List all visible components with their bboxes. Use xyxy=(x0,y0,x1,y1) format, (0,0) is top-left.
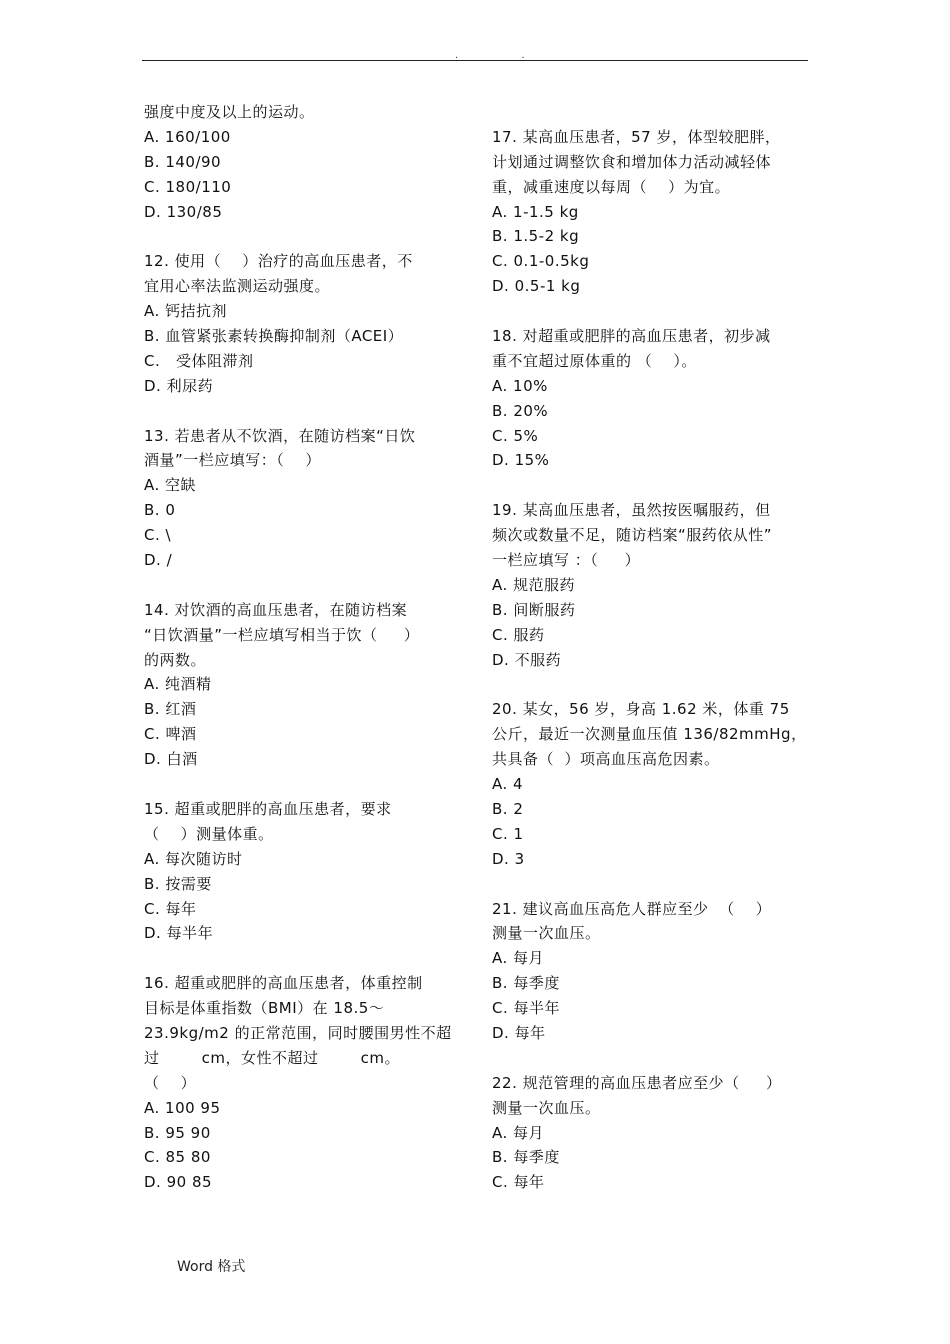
question-line: 测量一次血压。 xyxy=(492,924,601,943)
question-line: 21. 建议高血压高危人群应至少 （ ） xyxy=(492,899,772,918)
option-line: B. 每季度 xyxy=(492,974,560,993)
option-line: B. 20% xyxy=(492,401,549,420)
question-line: 15. 超重或肥胖的高血压患者，要求 xyxy=(144,799,392,818)
question-line: 重，减重速度以每周（ ）为宜。 xyxy=(492,177,731,196)
option-line: B. 95 90 xyxy=(144,1123,211,1142)
option-line: A. 10% xyxy=(492,376,548,395)
option-line: B. 间断服药 xyxy=(492,600,576,619)
question-line: 18. 对超重或肥胖的高血压患者，初步减 xyxy=(492,327,771,346)
option-line: A. 100 95 xyxy=(144,1098,221,1117)
question-line: 测量一次血压。 xyxy=(492,1098,601,1117)
question-line: 17. 某高血压患者，57 岁，体型较肥胖， xyxy=(492,127,781,146)
header-dots: . . xyxy=(455,50,555,61)
spacer xyxy=(492,473,817,498)
option-line: C. \ xyxy=(144,526,172,545)
option-line: D. 90 85 xyxy=(144,1173,213,1192)
option-line: D. 利尿药 xyxy=(144,376,214,395)
spacer xyxy=(492,299,817,324)
left-column xyxy=(144,100,469,1195)
option-line: A. 空缺 xyxy=(144,476,197,495)
option-line: A. 1-1.5 kg xyxy=(492,202,579,221)
option-line: A. 每月 xyxy=(492,949,545,968)
option-line: A. 每次随访时 xyxy=(144,849,243,868)
question-line: （ ） xyxy=(144,1073,197,1092)
spacer xyxy=(492,1046,817,1071)
option-line: A. 160/100 xyxy=(144,127,231,146)
option-line: C. 啤酒 xyxy=(144,725,197,744)
option-line: C. 每半年 xyxy=(492,999,561,1018)
option-line: B. 0 xyxy=(144,501,176,520)
question-line: 计划通过调整饮食和增加体力活动减轻体 xyxy=(492,152,772,171)
question-line: 19. 某高血压患者，虽然按医嘱服药，但 xyxy=(492,501,771,520)
option-line: A. 4 xyxy=(492,775,524,794)
option-line: B. 血管紧张素转换酶抑制剂（ACEI） xyxy=(144,327,404,346)
question-line: 重不宜超过原体重的 （ ）。 xyxy=(492,351,697,370)
option-line: C. 85 80 xyxy=(144,1148,211,1167)
question-line: 宜用心率法监测运动强度。 xyxy=(144,277,331,296)
option-line: B. 红酒 xyxy=(144,700,197,719)
spacer xyxy=(144,946,469,971)
option-line: C. 0.1-0.5kg xyxy=(492,252,590,271)
option-line: D. 每半年 xyxy=(144,924,214,943)
question-line: 频次或数量不足，随访档案“服药依从性” xyxy=(492,526,773,545)
spacer xyxy=(144,772,469,797)
option-line: C. 180/110 xyxy=(144,177,232,196)
option-line: A. 纯酒精 xyxy=(144,675,212,694)
option-line: D. 每年 xyxy=(492,1023,546,1042)
question-line: 13. 若患者从不饮酒，在随访档案“日饮 xyxy=(144,426,416,445)
option-line: D. 0.5-1 kg xyxy=(492,277,581,296)
spacer xyxy=(144,224,469,249)
option-line: D. / xyxy=(144,551,173,570)
question-line: （ ）测量体重。 xyxy=(144,824,274,843)
question-line: 目标是体重指数（BMI）在 18.5～ xyxy=(144,999,385,1018)
question-line: 公斤，最近一次测量血压值 136/82mmHg， xyxy=(492,725,807,744)
option-line: A. 规范服药 xyxy=(492,575,576,594)
question-line: 23.9kg/m2 的正常范围，同时腰围男性不超 xyxy=(144,1023,452,1042)
option-line: D. 15% xyxy=(492,451,550,470)
option-line: B. 按需要 xyxy=(144,874,212,893)
option-line: B. 1.5-2 kg xyxy=(492,227,580,246)
question-line: 强度中度及以上的运动。 xyxy=(144,103,315,121)
option-line: D. 不服药 xyxy=(492,650,562,669)
question-line: 一栏应填写 ：（ ） xyxy=(492,551,641,570)
header-rule xyxy=(142,60,808,61)
spacer xyxy=(492,672,817,697)
question-line: 共具备（ ）项高血压高危因素。 xyxy=(492,750,720,769)
spacer xyxy=(492,872,817,897)
question-line: 12. 使用（ ）治疗的高血压患者，不 xyxy=(144,252,413,271)
question-line: 20. 某女，56 岁，身高 1.62 米，体重 75 xyxy=(492,700,790,719)
option-line: B. 每季度 xyxy=(492,1148,560,1167)
option-line: B. 140/90 xyxy=(144,152,222,171)
question-line: 16. 超重或肥胖的高血压患者，体重控制 xyxy=(144,974,423,993)
option-line: D. 3 xyxy=(492,849,525,868)
spacer xyxy=(144,399,469,424)
question-line: 过 cm，女性不超过 cm。 xyxy=(144,1048,401,1067)
footer-label: Word 格式 xyxy=(177,1259,246,1275)
option-line: C. 服药 xyxy=(492,625,545,644)
option-line: D. 130/85 xyxy=(144,202,223,221)
option-line: A. 每月 xyxy=(492,1123,545,1142)
option-line: C. 每年 xyxy=(492,1173,545,1192)
question-line: “日饮酒量”一栏应填写相当于饮（ ） xyxy=(144,625,420,644)
option-line: C. 5% xyxy=(492,426,539,445)
option-line: C. 1 xyxy=(492,824,524,843)
option-line: D. 白酒 xyxy=(144,750,198,769)
spacer xyxy=(144,573,469,598)
spacer xyxy=(492,100,817,125)
right-column xyxy=(492,100,817,1195)
option-line: B. 2 xyxy=(492,799,524,818)
option-line: C. 每年 xyxy=(144,899,197,918)
option-line: C. 受体阻滞剂 xyxy=(144,351,254,370)
option-line: A. 钙拮抗剂 xyxy=(144,302,228,321)
question-line: 的两数。 xyxy=(144,650,207,669)
question-line: 酒量”一栏应填写：（ ） xyxy=(144,451,321,470)
question-line: 14. 对饮酒的高血压患者，在随访档案 xyxy=(144,600,408,619)
question-line: 22. 规范管理的高血压患者应至少（ ） xyxy=(492,1073,782,1092)
